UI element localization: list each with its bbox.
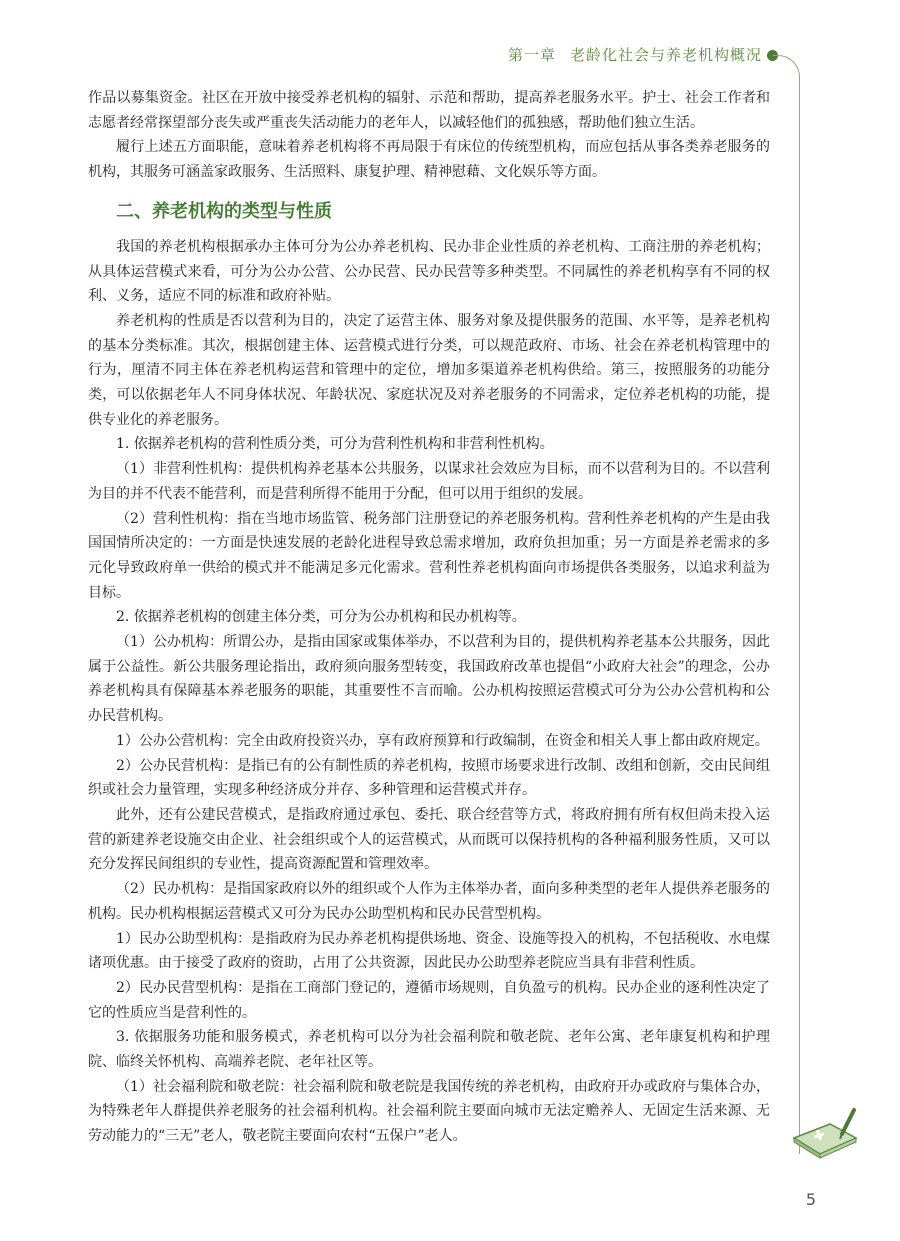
list-heading: 1. 依据养老机构的营利性质分类，可分为营利性机构和非营利性机构。 bbox=[116, 436, 554, 453]
book-pencil-icon bbox=[790, 1108, 860, 1160]
running-header bbox=[494, 44, 762, 65]
margin-rule bbox=[799, 94, 800, 1154]
section-heading: 二、养老机构的类型与性质 bbox=[116, 200, 332, 222]
list-subitem: 2）公办民营机构：是指已有的公有制性质的养老机构，按照市场要求进行改制、改组和创新，交由民间组织或社会力量管理，实现多种经济成分并存、多种管理和运营模式并存。 bbox=[88, 757, 770, 799]
list-subitem: 1）公办公营机构：完全由政府投资兴办，享有政府预算和行政编制，在资金和相关人事上都由政府规定。 bbox=[116, 732, 769, 749]
list-item: （2）营利性机构：指在当地市场监管、税务部门注册登记的养老服务机构。营利性养老机构的产生是由我国国情所决定的：一方面是快速发展的老龄化进程导致总需求增加，政府负担加重；另一方面是养老需求的多元化导致政府单一供给的模式并不能满足多元化需求。营利性养老机构面向市场提供各类服务，以追求利益为目标。 bbox=[88, 510, 770, 601]
list-item: （2）民办机构：是指国家政府以外的组织或个人作为主体举办者，面向多种类型的老年人提供养老服务的机构。民办机构根据运营模式又可分为民办公助型机构和民办民营型机构。 bbox=[88, 881, 770, 922]
list-item: （1）社会福利院和敬老院：社会福利院和敬老院是我国传统的养老机构，由政府开办或政府与集体合办，为特殊老年人群提供养老服务的社会福利机构。社会福利院主要面向城市无法定赡养人、无固定生活来源、无劳动能力的“三无”老人，敬老院主要面向农村“五保户”老人。 bbox=[88, 1078, 770, 1145]
chapter-label: 第一章 bbox=[507, 46, 556, 64]
list-heading: 3. 依据服务功能和服务模式，养老机构可以分为社会福利院和敬老院、老年公寓、老年康复机构和护理院、临终关怀机构、高端养老院、老年社区等。 bbox=[88, 1029, 770, 1071]
page-number: 5 bbox=[805, 1190, 816, 1209]
list-item: （1）公办机构：所谓公办，是指由国家或集体举办，不以营利为目的，提供机构养老基本公共服务，因此属于公益性。新公共服务理论指出，政府须向服务型转变，我国政府改革也提倡“小政府大社会”的理念，公办养老机构具有保障基本养老服务的职能，其重要性不言而喻。公办机构按照运营模式可分为公办公营机构和公办民营机构。 bbox=[88, 634, 770, 725]
paragraph: 我国的养老机构根据承办主体可分为公办养老机构、民办非企业性质的养老机构、工商注册的养老机构；从具体运营模式来看，可分为公办公营、公办民营、民办民营等多种类型。不同属性的养老机构享有不同的权利、义务，适应不同的标准和政府补贴。 bbox=[88, 238, 770, 305]
list-subitem: 1）民办公助型机构：是指政府为民办养老机构提供场地、资金、设施等投入的机构，不包括税收、水电煤诸项优惠。由于接受了政府的资助，占用了公共资源，因此民办公助型养老院应当具有非营利性质。 bbox=[88, 930, 770, 972]
paragraph: 作品以募集资金。社区在开放中接受养老机构的辐射、示范和帮助，提高养老服务水平。护士、社会工作者和志愿者经常探望部分丧失或严重丧失活动能力的老年人，以减轻他们的孤独感，帮助他们独立生活。 bbox=[88, 90, 770, 131]
header-curve-ornament bbox=[773, 55, 800, 96]
paragraph: 履行上述五方面职能，意味着养老机构将不再局限于有床位的传统型机构，而应包括从事各类养老服务的机构，其服务可涵盖家政服务、生活照料、康复护理、精神慰藉、文化娱乐等方面。 bbox=[88, 139, 770, 181]
list-subitem: 2）民办民营型机构：是指在工商部门登记的，遵循市场规则，自负盈亏的机构。民办企业的逐利性决定了它的性质应当是营利性的。 bbox=[88, 979, 770, 1021]
chapter-title: 老龄化社会与养老机构概况 bbox=[569, 46, 762, 64]
paragraph: 此外，还有公建民营模式，是指政府通过承包、委托、联合经营等方式，将政府拥有所有权但尚未投入运营的新建养老设施交由企业、社会组织或个人的运营模式，从而既可以保持机构的各种福利服务性质，又可以充分发挥民间组织的专业性，提高资源配置和管理效率。 bbox=[88, 806, 770, 873]
paragraph: 养老机构的性质是否以营利为目的，决定了运营主体、服务对象及提供服务的范围、水平等，是养老机构的基本分类标准。其次，根据创建主体、运营模式进行分类，可以规范政府、市场、社会在养老机构管理中的行为，厘清不同主体在养老机构运营和管理中的定位，增加多渠道养老机构供给。第三，按照服务的功能分类，可以依据老年人不同身体状况、年龄状况、家庭状况及对养老服务的不同需求，定位养老机构的功能，提供专业化的养老服务。 bbox=[88, 312, 770, 428]
list-item: （1）非营利性机构：提供机构养老基本公共服务，以谋求社会效应为目标，而不以营利为目的。不以营利为目的并不代表不能营利，而是营利所得不能用于分配，但可以用于组织的发展。 bbox=[88, 461, 770, 502]
body-text bbox=[88, 86, 770, 1149]
list-heading: 2. 依据养老机构的创建主体分类，可分为公办机构和民办机构等。 bbox=[116, 609, 526, 626]
